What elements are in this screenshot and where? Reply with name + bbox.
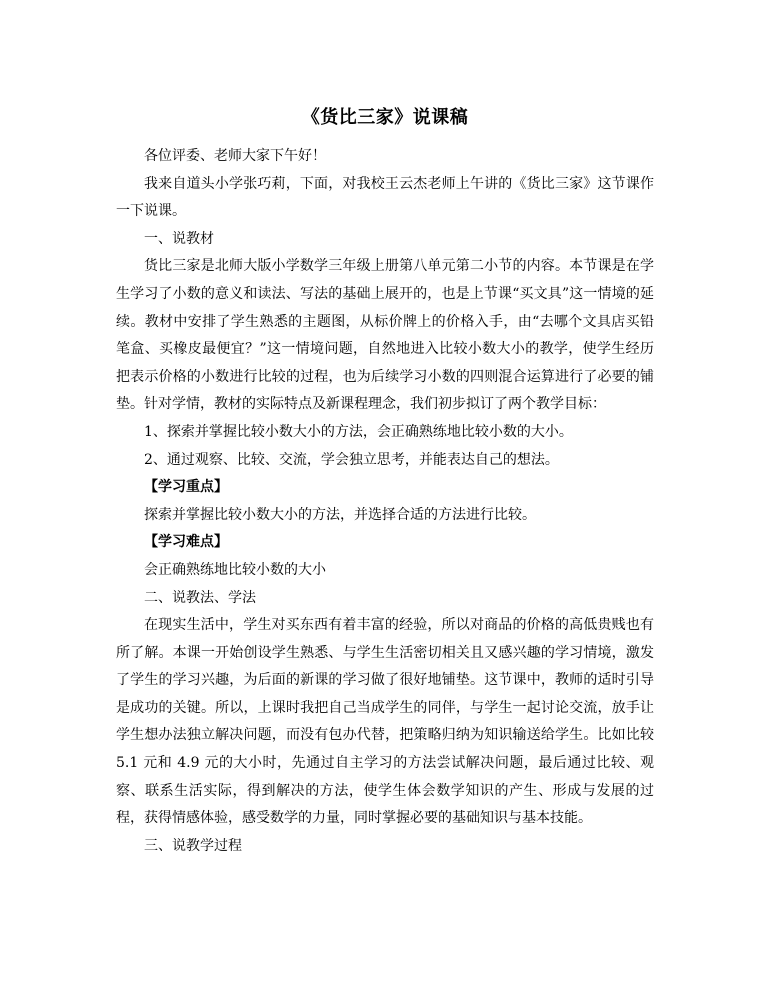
document-page: [116, 103, 654, 860]
document-title: 《货比三家》说课稿: [301, 107, 469, 128]
textbook-paragraph: 货比三家是北师大版小学数学三年级上册第八单元第二小节的内容。本节课是在学生学习了小数的意义和读法、写法的基础上展开的，也是上节课“买文具”这一情境的延续。教材中安排了学生熟悉的主题图，从标价牌上的价格入手，由“去哪个文具店买铅笔盒、买橡皮最便宜？”这一情境问题，自然地进入比较小数大小的教学，使学生经历把表示价格的小数进行比较的过程，也为后续学习小数的四则混合运算进行了必要的铺垫。针对学情，教材的实际特点及新课程理念，我们初步拟订了两个教学目标：: [116, 258, 654, 413]
methods-paragraph: 在现实生活中，学生对买东西有着丰富的经验，所以对商品的价格的高低贵贱也有所了解。本课一开始创设学生熟悉、与学生生活密切相关且又感兴趣的学习情境，激发了学生的学习兴趣，为后面的新课的学习做了很好地铺垫。这节课中，教师的适时引导是成功的关键。所以，上课时我把自己当成学生的同伴，与学生一起讨论交流，放手让学生想办法独立解决问题，而没有包办代替，把策略归纳为知识输送给学生。比如比较 5.1 元和 4.9 元的大小时，先通过自主学习的方法尝试解决问题，最后通过比较、观察、联系生活实际，得到解决的方法，使学生体会数学知识的产生、形成与发展的过程，获得情感体验，感受数学的力量，同时掌握必要的基础知识与基本技能。: [116, 617, 654, 827]
section-heading-textbook: 一、说教材: [144, 230, 214, 247]
difficulty-paragraph: 会正确熟练地比较小数的大小: [144, 561, 326, 578]
intro-paragraph: 我来自道头小学张巧莉，下面，对我校王云杰老师上午讲的《货比三家》这节课作一下说课。: [116, 175, 654, 220]
difficulty-heading: 【学习难点】: [144, 534, 228, 551]
section-heading-methods: 二、说教法、学法: [144, 589, 256, 606]
greeting-paragraph: 各位评委、老师大家下午好！: [144, 148, 326, 164]
key-point-paragraph: 探索并掌握比较小数大小的方法，并选择合适的方法进行比较。: [144, 506, 536, 523]
key-point-heading: 【学习重点】: [144, 479, 228, 496]
goal-item-2: 2、通过观察、比较、交流，学会独立思考，并能表达自己的想法。: [144, 451, 559, 468]
section-heading-process: 三、说教学过程: [144, 837, 242, 854]
goal-item-1: 1、探索并掌握比较小数大小的方法，会正确熟练地比较小数的大小。: [144, 423, 573, 440]
